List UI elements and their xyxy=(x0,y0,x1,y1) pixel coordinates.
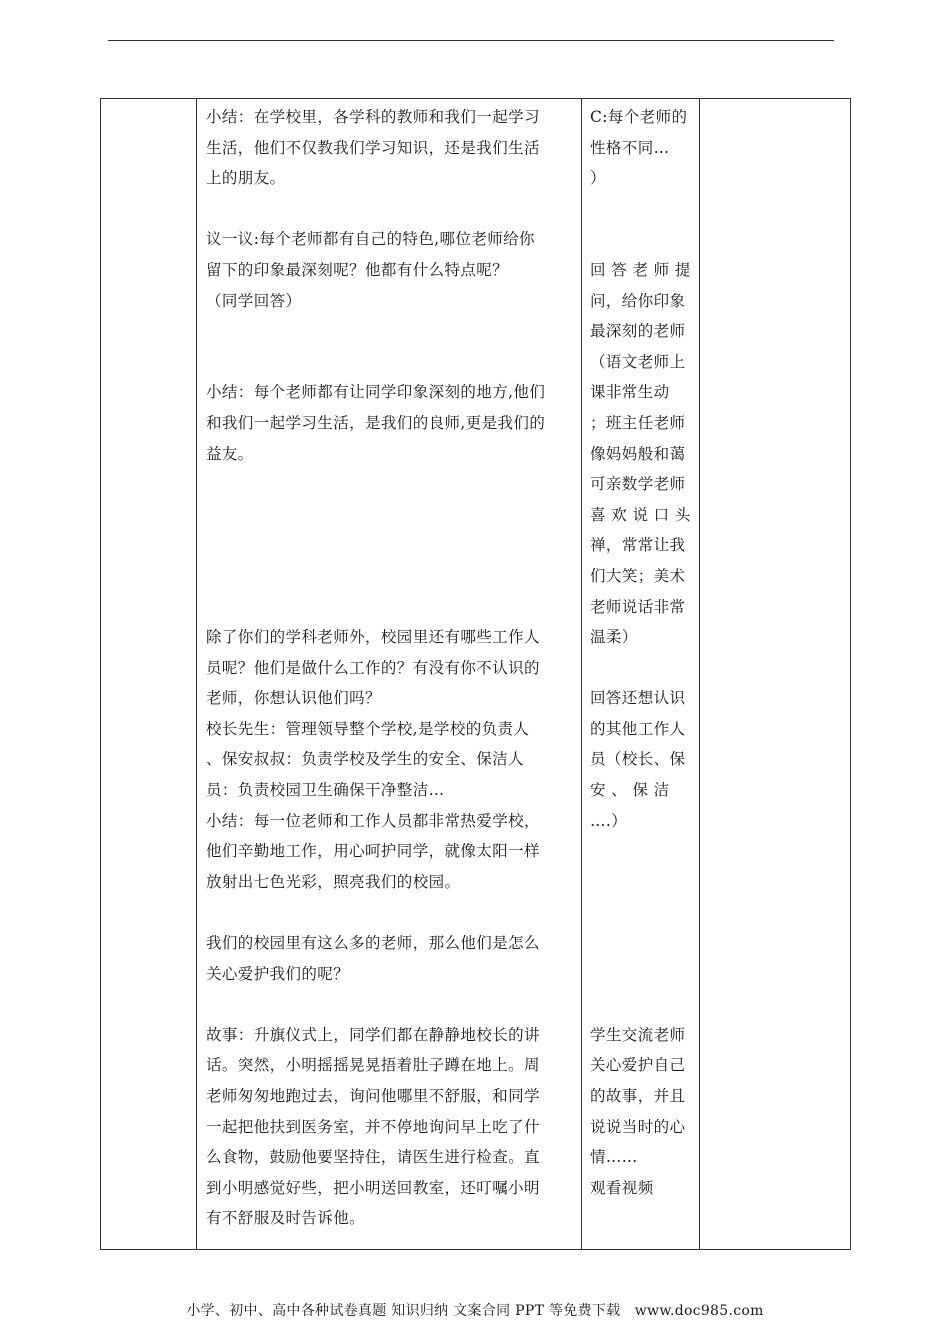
teacher-text-line: 话。突然，小明摇摇晃晃捂着肚子蹲在地上。周 xyxy=(206,1056,540,1075)
teacher-text-line: 故事：升旗仪式上，同学们都在静静地校长的讲 xyxy=(206,1025,540,1044)
student-text-line: 的故事，并且 xyxy=(590,1087,686,1105)
student-text-line: 学生交流老师 xyxy=(590,1025,686,1044)
student-text-line xyxy=(590,928,691,959)
student-text-line: 观看视频 xyxy=(590,1178,654,1197)
student-text-line: 喜 欢 说 口 头 xyxy=(590,505,691,524)
teacher-text-line: 老师匆匆地跑过去，询问他哪里不舒服，和同学 xyxy=(206,1087,540,1105)
student-text-line xyxy=(590,989,691,1020)
teacher-text-line: 议一议:每个老师都有自己的特色,哪位老师给你 xyxy=(206,230,535,249)
teacher-text-line: 放射出七色光彩，照亮我们的校园。 xyxy=(206,872,461,891)
teacher-text-line: 留下的印象最深刻呢？他都有什么特点呢？ xyxy=(206,260,509,279)
student-text-line xyxy=(590,224,691,255)
student-text-line: 课非常生动 xyxy=(590,383,670,402)
teacher-text-line xyxy=(206,500,545,531)
teacher-text-line: 一起把他扶到医务室，并不停地询问早上吃了什 xyxy=(206,1117,540,1136)
student-text-line: 最深刻的老师 xyxy=(590,322,686,341)
lesson-table xyxy=(100,98,851,1250)
student-text-line xyxy=(590,959,691,990)
student-text-line: （语文老师上 xyxy=(590,352,686,371)
teacher-text-line: 么食物，鼓励他要坚持住，请医生进行检查。直 xyxy=(206,1148,540,1167)
student-text-line: 老师说话非常 xyxy=(590,597,686,616)
student-text-line: 情…… xyxy=(590,1148,638,1167)
teacher-text-line: 上的朋友。 xyxy=(206,169,286,188)
teacher-text-line: 小结：每一位老师和工作人员都非常热爱学校， xyxy=(206,811,540,830)
teacher-text-line: 和我们一起学习生活，是我们的良师,更是我们的 xyxy=(206,413,546,432)
teacher-text-line xyxy=(206,530,545,561)
teacher-text-line: 他们辛勤地工作，用心呵护同学，就像太阳一样 xyxy=(206,842,540,861)
student-text-line: C:每个老师的 xyxy=(590,108,688,126)
teacher-text-line xyxy=(206,347,545,378)
student-text-line: 回 答 老 师 提 xyxy=(590,260,691,279)
teacher-text-line: 到小明感觉好些，把小明送回教室，还叮嘱小明 xyxy=(206,1178,540,1197)
teacher-text-line: 小结：在学校里，各学科的教师和我们一起学习 xyxy=(206,108,540,126)
student-text-line: 的其他工作人 xyxy=(590,719,686,738)
column-divider-3 xyxy=(699,99,700,1249)
student-text-line: ） xyxy=(590,169,606,188)
teacher-text-line xyxy=(206,469,545,500)
student-text-line: 关心爱护自己 xyxy=(590,1056,686,1075)
teacher-text-line: 员呢？他们是做什么工作的？有没有你不认识的 xyxy=(206,658,540,677)
teacher-text-line xyxy=(206,561,545,592)
student-text-line: 问，给你印象 xyxy=(590,291,686,310)
footer-text: 小学、初中、高中各种试卷真题 知识归纳 文案合同 PPT 等免费下载 www.doc985.com xyxy=(186,1303,764,1319)
student-text-line: 员（校长、保 xyxy=(590,750,686,769)
teacher-activity-column xyxy=(206,102,545,1234)
student-text-line: ….） xyxy=(590,811,628,830)
teacher-text-line: 我们的校园里有这么多的老师，那么他们是怎么 xyxy=(206,934,540,953)
student-text-line: 回答还想认识 xyxy=(590,689,686,708)
student-text-line xyxy=(590,836,691,867)
student-activity-column xyxy=(590,102,691,1203)
teacher-text-line: 校长先生：管理领导整个学校,是学校的负责人 xyxy=(206,719,530,738)
teacher-text-line: 、保安叔叔：负责学校及学生的安全、保洁人 xyxy=(206,750,525,769)
teacher-text-line: 老师，你想认识他们吗？ xyxy=(206,689,381,708)
student-text-line: 可亲数学老师 xyxy=(590,475,686,494)
teacher-text-line xyxy=(206,316,545,347)
teacher-text-line: 小结：每个老师都有让同学印象深刻的地方,他们 xyxy=(206,383,546,402)
student-text-line: 温柔） xyxy=(590,628,638,647)
student-text-line xyxy=(590,867,691,898)
student-text-line xyxy=(590,653,691,684)
student-text-line: 说说当时的心 xyxy=(590,1117,686,1136)
column-divider-2 xyxy=(581,99,582,1249)
student-text-line xyxy=(590,897,691,928)
teacher-text-line xyxy=(206,194,545,225)
teacher-text-line: 关心爱护我们的呢？ xyxy=(206,964,350,983)
student-text-line: 们大笑；美术 xyxy=(590,566,686,585)
teacher-text-line: 生活，他们不仅教我们学习知识，还是我们生活 xyxy=(206,138,540,157)
footer xyxy=(0,1300,950,1320)
column-divider-1 xyxy=(196,99,197,1249)
student-text-line xyxy=(590,194,691,225)
teacher-text-line xyxy=(206,989,545,1020)
student-text-line: 禅，常常让我 xyxy=(590,536,686,555)
teacher-text-line: 益友。 xyxy=(206,444,254,463)
header-rule xyxy=(108,40,834,41)
teacher-text-line xyxy=(206,592,545,623)
teacher-text-line: 有不舒服及时告诉他。 xyxy=(206,1209,366,1228)
teacher-text-line xyxy=(206,897,545,928)
student-text-line: 性格不同… xyxy=(590,138,670,157)
student-text-line: 安 、 保 洁 xyxy=(590,781,670,800)
teacher-text-line: （同学回答） xyxy=(206,291,302,310)
student-text-line: 像妈妈般和蔼 xyxy=(590,444,686,463)
student-text-line: ；班主任老师 xyxy=(590,413,686,432)
teacher-text-line: 除了你们的学科老师外，校园里还有哪些工作人 xyxy=(206,628,540,647)
teacher-text-line: 员：负责校园卫生确保干净整洁… xyxy=(206,781,445,800)
